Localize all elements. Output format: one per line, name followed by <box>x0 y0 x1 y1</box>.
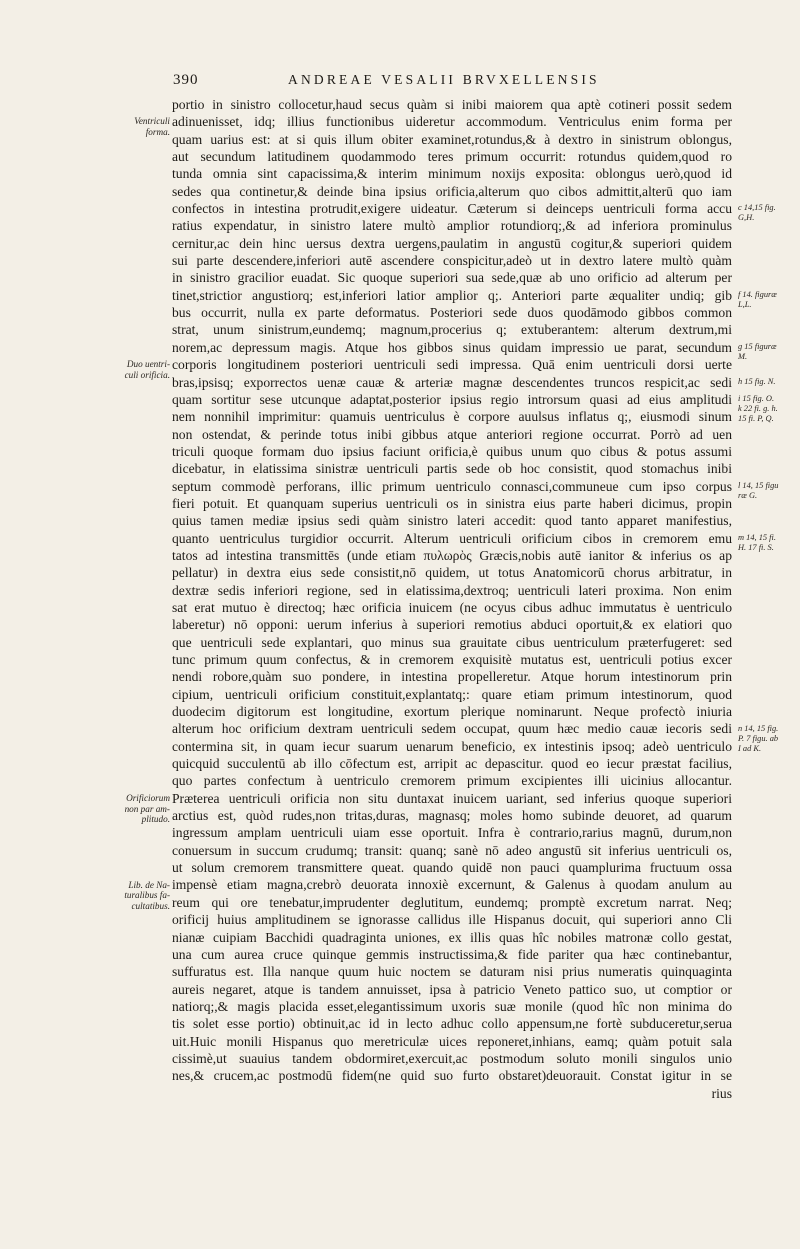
margin-note-right-line: k 22 fi. g. h. <box>738 403 778 413</box>
text-line: tunda omnia sint capacissima,& interim minimum noxijs exposita: oblongus uerò,quod id <box>172 166 732 182</box>
text-line: arctius est, quòd rudes,non tritas,duras, magnasq; moles homo subinde deuoret, ad quarum <box>172 808 732 824</box>
margin-note-left <box>108 880 170 912</box>
margin-note-left <box>108 793 170 825</box>
text-line: cipium, uentriculi orificium constituit,explantatq;: quare etiam primum intestinorum, quod <box>172 686 732 702</box>
margin-note-left-line: forma. <box>145 126 170 137</box>
text-line: ratius expendatur, in sinistro latere multò amplior rotundiorq;,& ad inferiora prominulus <box>172 218 732 234</box>
text-line: rius <box>711 1085 732 1101</box>
margin-note-left <box>108 116 170 137</box>
text-line: Præterea uentriculi orificia non situ duntaxat inuicem uariant, sed inferius quoque superiori <box>172 790 732 806</box>
text-line: ingressum amplam uentriculi uiam esse oportuit. Infra è contrario,rarius magnū, durum,non <box>172 825 732 841</box>
text-line: reum qui ore tenebatur,imprudenter deglutitum, eundemq; promptè excretum narrat. Neq; <box>172 894 732 910</box>
text-line: nianæ cuipiam Bacchidi quadraginta uniones, ex illis quas hîc nobiles matronæ collo gestat, <box>172 929 732 945</box>
text-line: impensè etiam magna,crebrò deuorata innoxiè excernunt, & Galenus à quodam anulum au <box>172 877 732 893</box>
text-line: contermina sit, in quam iecur suarum uenarum beneficio, ex intestinis ipsoq; adeò uentriculo <box>172 738 732 754</box>
text-line: bus occurrit, nulla ex parte deformatus. Posteriori sede duos quodāmodo gibbos common <box>172 305 732 321</box>
margin-note-right <box>738 394 796 424</box>
margin-note-right-line: I ad K. <box>738 743 762 753</box>
text-line: sat erat mutuo è directoq; hæc orificia inuicem (ne ocyus cibus adhuc immutatus è uentriculo <box>172 599 732 615</box>
text-line: suffuratus est. Illa nanque quum huic noctem se daturam nisi prius numeratis quinquaginta <box>172 964 732 980</box>
text-line: aureis negaret, atque is tandem annuisset, ipsa à patricio Veneto pattico suo, ut comptior or <box>172 981 732 997</box>
text-line: quicquid succulentū ab illo cōfectum est, arripit ac depascitur. quod eo iecur præstat facilius, <box>172 756 732 772</box>
margin-note-right-line: m 14, 15 fi. <box>738 532 776 542</box>
margin-note-left-line: plitudo. <box>141 814 170 825</box>
text-line: triculi quoque formam duo ipsius faciunt orificia,è quibus unum quo cibus & potus assumi <box>172 443 732 459</box>
text-line: alterum hoc orificium dextram uentriculi sedem occupat, quum hæc medio cauæ iecoris sedi <box>172 721 732 737</box>
text-line: septum commodè perforans, illic primum uentriculo connasci,communeue cum ipso corpus <box>172 478 732 494</box>
text-line: cissimè,ut suauius tandem obdormiret,exercuit,ac postmodum soluto monili singulos unio <box>172 1050 732 1066</box>
margin-note-right-line: i 15 fig. O. <box>738 393 775 403</box>
margin-note-right-line: H. 17 fi. S. <box>738 542 774 552</box>
margin-note-left <box>108 359 170 380</box>
margin-note-left-line: Ventriculi <box>134 116 170 127</box>
text-line: orificij huius amplitudinem se ignorasse callidus ille Hispanus docuit, qui superiori anno Cli <box>172 912 732 928</box>
margin-note-right-line: f 14. figuræ <box>738 289 777 299</box>
text-line: quanto uentriculus turgidior occurrit. Alterum uentriculi orificium cibos in cremorem emu <box>172 530 732 546</box>
margin-note-left-line: non par am- <box>124 803 170 814</box>
margin-note-right-line: P. 7 figu. ab <box>738 733 779 743</box>
text-line: in sinistro gracilior euadat. Sic quoque superiori sua sede,quæ ab uno orificio ad alterum per <box>172 270 732 286</box>
text-line: quius tamen mediæ ipsius sedi quàm sinistro lateri accedit: quod tanto apparet manifestius, <box>172 513 732 529</box>
text-line: sedes qua continetur,& deinde bina ipsius orificia,alterum quo cibos admittit,alterū quo iam <box>172 183 732 199</box>
text-line: conuersum in succum crudumq; transit: quanq; sanè nō adeo angustū sit inferius uentriculi os, <box>172 842 732 858</box>
margin-note-right <box>738 724 796 754</box>
text-line: laberetur) nō opponi: uerum inferius à superiori remotius abduci oportuit,& ex elatiori quo <box>172 617 732 633</box>
text-line: nem nonnihil imprimitur: quamuis uentriculus è corpore auulsus inflatus q;, eiusmodi sinum <box>172 409 732 425</box>
margin-note-right-line: n 14, 15 fig. <box>738 723 779 733</box>
margin-note-left-line: Orificiorum <box>126 793 170 803</box>
text-line: non ostendat, & perinde totus inibi gibbus atque anteriori regione occurrat. Porrò ad uen <box>172 426 732 442</box>
text-line: norem,ac depressum magis. Atque hos gibbos sinus quidam impressio ue parat, secundum <box>172 339 732 355</box>
margin-note-right <box>738 377 796 387</box>
text-line: nes,& crucem,ac postmodū fidem(ne quid suo furto obstaret)deuorauit. Constat igitur in se <box>172 1068 732 1084</box>
running-head: ANDREAE VESALII BRVXELLENSIS <box>288 72 600 87</box>
margin-note-right <box>738 203 796 223</box>
text-line: quam uarius est: at si quis illum obiter examinet,rotundus,& à dextro in sinistrum oblongus, <box>172 131 732 147</box>
margin-note-right-line: 15 fi. P, Q. <box>738 413 774 423</box>
margin-note-right-line: l 14, 15 figu <box>738 480 779 490</box>
text-line: ut solum cremorem transmittere queat. quando quidē non pauci quamplurima fructuum ossa <box>172 860 732 876</box>
text-line: tatos ad intestina transmittēs (unde etiam πυλωρὸς Græcis,nobis autē ianitor & inferius os ap <box>172 547 732 563</box>
page-header <box>0 72 800 94</box>
margin-note-right-line: G,H. <box>738 213 755 223</box>
text-line: pellatur) in dextra eius sede consistit,nō quidem, ut totus Anatomicorū chorus arbitratur, in <box>172 565 732 581</box>
text-line: que uentriculi sede explantari, quo minus sua grauitate cibus uentriculum præterfugeret: sed <box>172 634 732 650</box>
margin-note-left-line: culi orificia. <box>124 369 170 380</box>
margin-note-left-line: cultatibus. <box>131 900 170 911</box>
margin-note-right <box>738 290 796 310</box>
text-line: quo partes confectum à uentriculo cremorem primum excipientes illi uicinius allocantur. <box>172 773 732 789</box>
text-line: una cum aurea cruce quinque gemmis instructissima,& fide pariter qua hæc continebantur, <box>172 946 732 962</box>
text-line: dextræ sedis inferiori regione, sed in elatissima,dextroq; uentriculi lateri proxima. Non enim <box>172 582 732 598</box>
margin-note-right-line: g 15 figuræ <box>738 341 777 351</box>
margin-note-right-line: ræ G. <box>738 490 758 500</box>
margin-note-right <box>738 533 796 553</box>
text-line: quam sortitur sese utcunque adaptat,posterior ipsius regio introrsum quasi ad eius amplitudi <box>172 391 732 407</box>
text-line: portio in sinistro collocetur,haud secus quàm si inibi maiorem qua aptè cotineri possit sedem <box>172 97 732 112</box>
text-line: duodecim digitorum est longitudine, exortum plerique nominarunt. Neque profectò iniuria <box>172 704 732 720</box>
text-line: tunc primum quum confectus, & in cremorem exquisitè mutatus est, uentriculi potius excer <box>172 652 732 667</box>
margin-note-right <box>738 481 796 501</box>
margin-note-left-line: turalibus fa- <box>124 890 170 901</box>
text-line: uit.Huic monili Hispanus quo meretriculæ uices reponeret,inhians, eamq; quàm potuit sala <box>172 1033 732 1049</box>
margin-note-right-line: M. <box>738 351 748 361</box>
text-line: tis solet esse portio) obtinuit,ac id in lecto adhuc collo appensum,ne fortè subduceretur,serua <box>172 1016 732 1032</box>
margin-note-right-line: h 15 fig. N. <box>738 376 776 386</box>
text-line: adinuenisset, idq; illius functionibus uideretur accommodum. Ventriculus enim forma per <box>172 114 732 130</box>
margin-note-right-line: L,L. <box>738 299 752 309</box>
text-line: confectos in intestina protrudit,exigere uideatur. Cæterum si deinceps uentriculi forma accu <box>172 201 732 217</box>
text-line: cernitur,ac dein hinc uersus dextra uergens,paulatim in angustū cogitur,& superiori quidem <box>172 235 732 251</box>
text-line: nendi robore,quàm suo pondere, in intestina propelleretur. Atque horum intestinorum prin <box>172 669 732 685</box>
text-line: tinet,strictior angustiorq; est,inferiori latior amplior q;. Anteriori parte æqualiter undiq; gib <box>172 287 732 303</box>
text-line: strat, unum sinistrum,eundemq; magnum,procerius q; extuberantem: alterum dextrum,mi <box>172 322 732 338</box>
page-number: 390 <box>173 72 199 88</box>
text-line: fieri potuit. Et quanquam superius uentriculi os in sinistra eius parte haberi dicimus, propin <box>172 495 732 511</box>
text-line: bras,ipsisq; exporrectos uenæ cauæ & arteriæ magnæ descendentes truncos respicit,ac sedi <box>172 374 732 390</box>
text-line: natiorq;,& magis placida esset,elegantissimum uxoris suæ monile (quod hîc non minima do <box>172 998 732 1014</box>
margin-note-left-line: Duo uentri- <box>126 359 170 370</box>
margin-note-right <box>738 342 796 362</box>
text-line: dicebatur, in elatissima sinistræ uentriculi partis sede ob hoc consistit, quod stomachus inibi <box>172 461 732 477</box>
text-line: sui parte descendere,inferiori autē ascendere conspicitur,adeò ut in dextro latere multò quàm <box>172 253 732 269</box>
body-text <box>172 96 732 1102</box>
margin-note-left-line: Lib. de Na- <box>128 879 170 890</box>
text-line: corporis longitudinem posteriori uentriculi sedi impressa. Quā enim uentriculi dorsi uerte <box>172 357 732 373</box>
margin-note-right-line: c 14,15 fig. <box>738 203 776 213</box>
text-line: aut secundum latitudinem quodammodo teres primum occurrit: rotundus quidem,quod ro <box>172 149 732 165</box>
